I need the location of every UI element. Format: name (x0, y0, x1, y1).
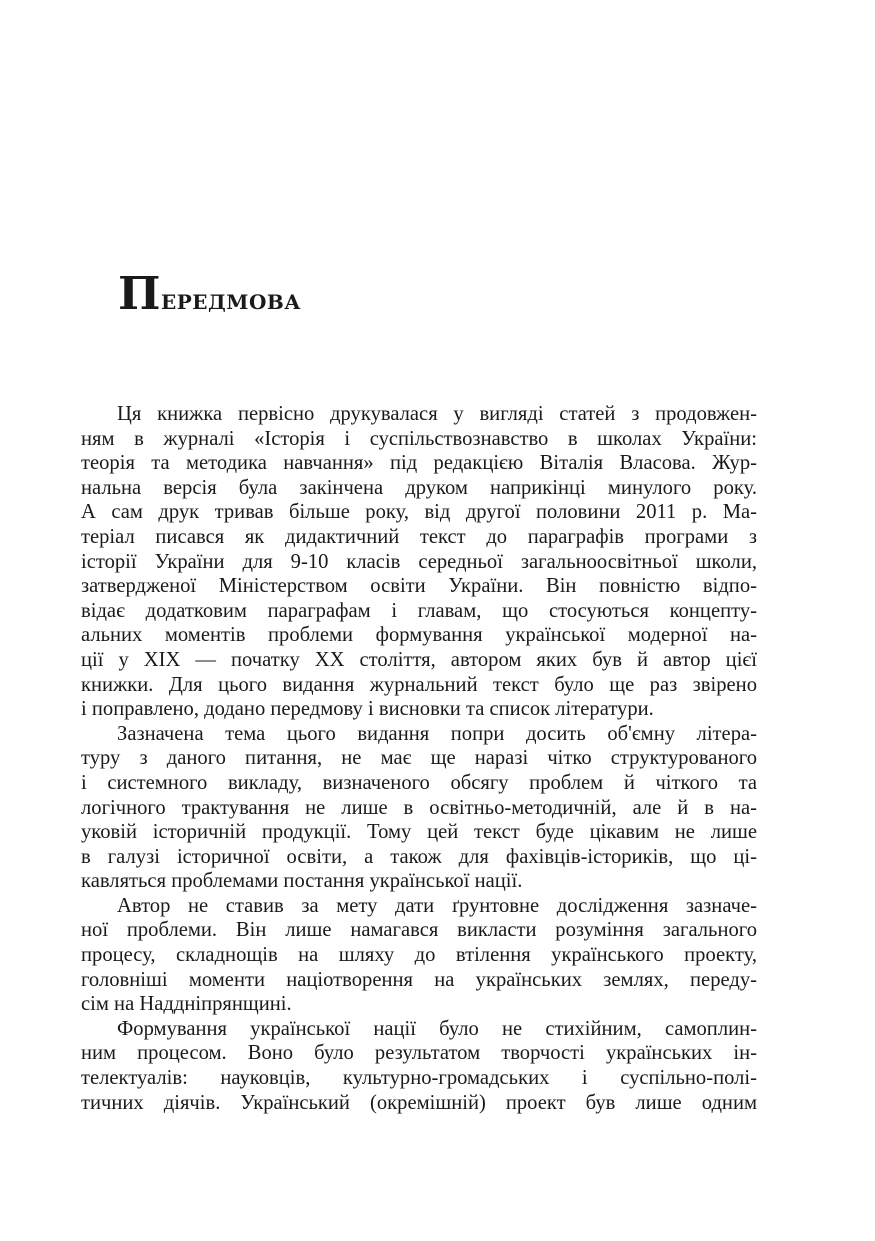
text-line: процесу, складнощів на шляху до втілення українського проекту, (81, 944, 757, 967)
text-line: книжки. Для цього видання журнальний текст було ще раз звірено (81, 673, 757, 696)
text-line: ної проблеми. Він лише намагався викласти розуміння загального (81, 919, 757, 942)
text-line: і системного викладу, визначеного обсягу проблем й чіткого та (81, 771, 757, 794)
text-line: сім на Наддніпрянщині. (81, 993, 292, 1016)
paragraph (81, 1017, 757, 1115)
text-line: туру з даного питання, не має ще наразі чітко структурованого (81, 747, 757, 770)
text-line: теріал писався як дидактичний текст до параграфів програми з (81, 525, 757, 548)
text-line: кавляться проблемами постання української нації. (81, 870, 523, 893)
page-title (118, 268, 301, 325)
title-first-letter: П (118, 267, 161, 320)
text-line: затвердженої Міністерством освіти України. Він повністю відпо- (81, 575, 757, 598)
text-line: і поправлено, додано передмову і висновки та список літератури. (81, 698, 654, 721)
text-line: ним процесом. Воно було результатом творчості українських ін- (81, 1042, 757, 1065)
text-line: історії України для 9-10 класів середньої загальноосвітньої школи, (81, 550, 757, 573)
text-line: уковій історичній продукції. Тому цей текст буде цікавим не лише (81, 821, 757, 844)
text-line: ням в журналі «Історія і суспільствознавство в школах України: (81, 427, 757, 450)
paragraph (81, 722, 757, 894)
text-line: А сам друк тривав більше року, від другої половини 2011 р. Ма- (81, 501, 757, 524)
text-line: в галузі історичної освіти, а також для фахівців-істориків, що ці- (81, 845, 757, 868)
text-line: Зазначена тема цього видання попри досить об'ємну літера- (117, 722, 757, 745)
paragraph (81, 894, 757, 1017)
text-line: альних моментів проблеми формування української модерної на- (81, 624, 757, 647)
text-line: теорія та методика навчання» під редакцією Віталія Власова. Жур- (81, 452, 757, 475)
text-line: головніші моменти націотворення на українських землях, переду- (81, 968, 757, 991)
text-line: ції у XIX — початку XX століття, автором яких був й автор цієї (81, 648, 757, 671)
paragraph (81, 402, 757, 722)
text-line: тичних діячів. Український (окремішній) проект був лише одним (81, 1091, 757, 1114)
text-line: Ця книжка первісно друкувалася у вигляді статей з продовжен- (117, 403, 757, 425)
text-line: відає додатковим параграфам і главам, що стосуються концепту- (81, 599, 757, 622)
text-line: Формування української нації було не стихійним, самоплин- (117, 1017, 757, 1040)
title-rest: ередмова (161, 282, 302, 316)
text-line: телектуалів: науковців, культурно-громадських і суспільно-полі- (81, 1067, 757, 1090)
body-text (81, 402, 757, 1115)
text-line: нальна версія була закінчена друком наприкінці минулого року. (81, 476, 757, 499)
text-line: Автор не ставив за мету дати ґрунтовне дослідження зазначе- (117, 894, 757, 917)
text-line: логічного трактування не лише в освітньо-методичній, але й в на- (81, 796, 757, 819)
